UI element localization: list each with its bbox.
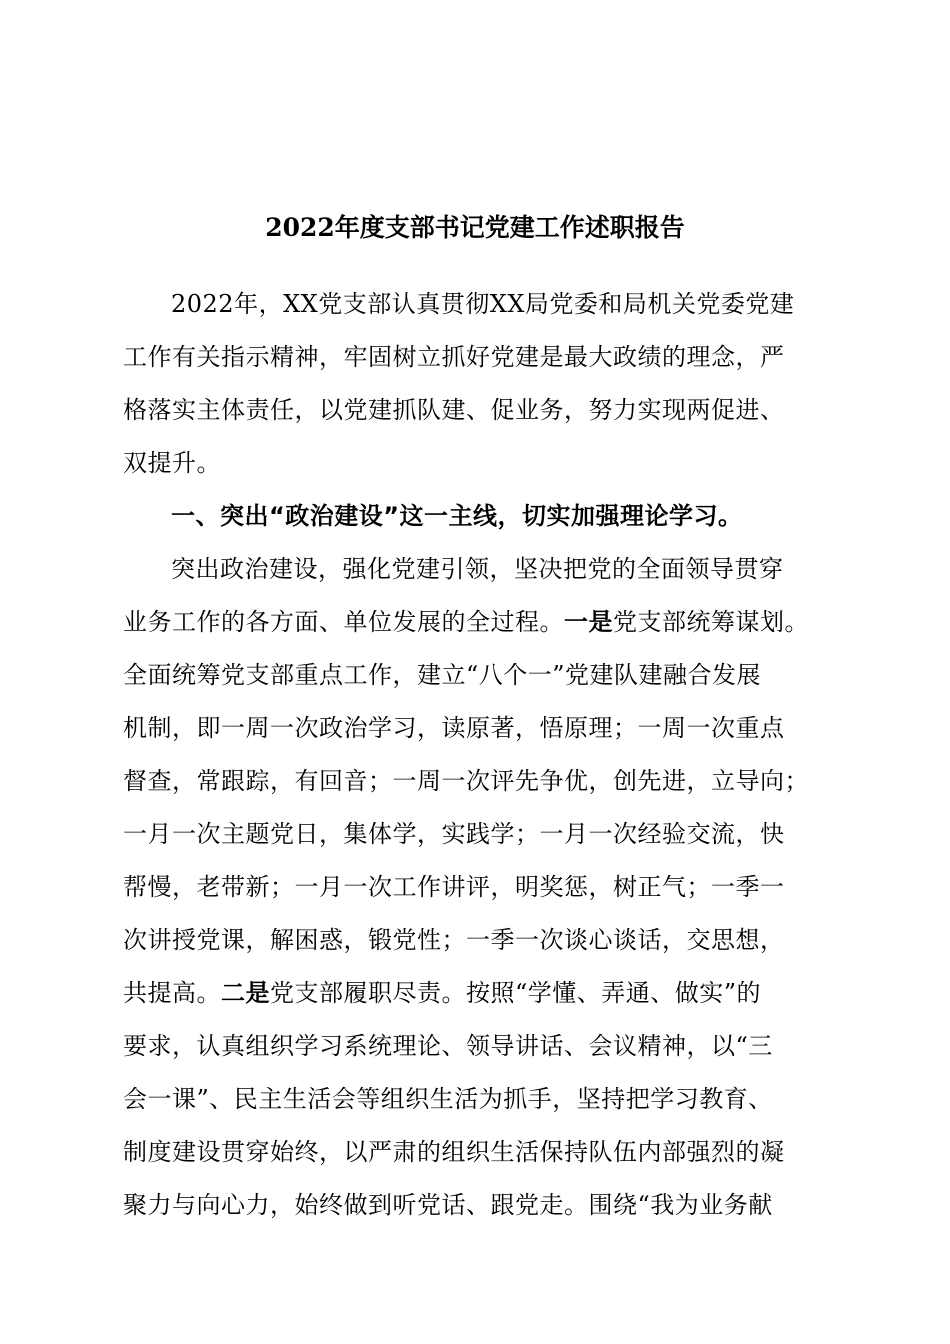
paragraph-line: 制度建设贯穿始终，以严肃的组织生活保持队伍内部强烈的凝: [123, 1138, 785, 1166]
paragraph-line: 机制，即一周一次政治学习，读原著，悟原理；一周一次重点: [123, 714, 785, 742]
section-heading: 一、突出“政治建设”这一主线，切实加强理论学习。: [171, 502, 743, 530]
paragraph-line: 全面统筹党支部重点工作，建立“八个一”党建队建融合发展: [123, 661, 762, 689]
text-run: 共提高。: [123, 979, 221, 1007]
paragraph-line: 会一课”、民主生活会等组织生活为抓手，坚持把学习教育、: [123, 1085, 773, 1113]
intro-line: 格落实主体责任，以党建抓队建、促业务，努力实现两促进、: [123, 396, 785, 424]
intro-line: 双提升。: [123, 449, 221, 477]
paragraph-line: 督查，常跟踪，有回音；一周一次评先争优，创先进，立导向；: [123, 767, 809, 795]
emphasis-text: 一是: [564, 608, 613, 636]
intro-line: 工作有关指示精神，牢固树立抓好党建是最大政绩的理念，严: [123, 343, 785, 371]
document-title: 2022年度支部书记党建工作述职报告: [265, 213, 685, 242]
text-run: 党支部统筹谋划。: [613, 608, 809, 636]
paragraph-line: [123, 596, 809, 648]
intro-line: 2022年，XX党支部认真贯彻XX局党委和局机关党委党建: [171, 290, 795, 318]
paragraph-line: 次讲授党课，解困惑，锻党性；一季一次谈心谈话，交思想，: [123, 926, 785, 954]
paragraph-line: 帮慢，老带新；一月一次工作讲评，明奖惩，树正气；一季一: [123, 873, 785, 901]
paragraph-line: [123, 967, 761, 1019]
paragraph-line: 一月一次主题党日，集体学，实践学；一月一次经验交流，快: [123, 820, 785, 848]
paragraph-line: 聚力与向心力，始终做到听党话、跟党走。围绕“我为业务献: [123, 1191, 773, 1219]
paragraph-line: 要求，认真组织学习系统理论、领导讲话、会议精神，以“三: [123, 1032, 773, 1060]
paragraph-line: 突出政治建设，强化党建引领，坚决把党的全面领导贯穿: [171, 555, 784, 583]
text-run: 党支部履职尽责。按照“学懂、弄通、做实”的: [270, 979, 762, 1007]
emphasis-text: 二是: [221, 979, 270, 1007]
text-run: 业务工作的各方面、单位发展的全过程。: [123, 608, 564, 636]
